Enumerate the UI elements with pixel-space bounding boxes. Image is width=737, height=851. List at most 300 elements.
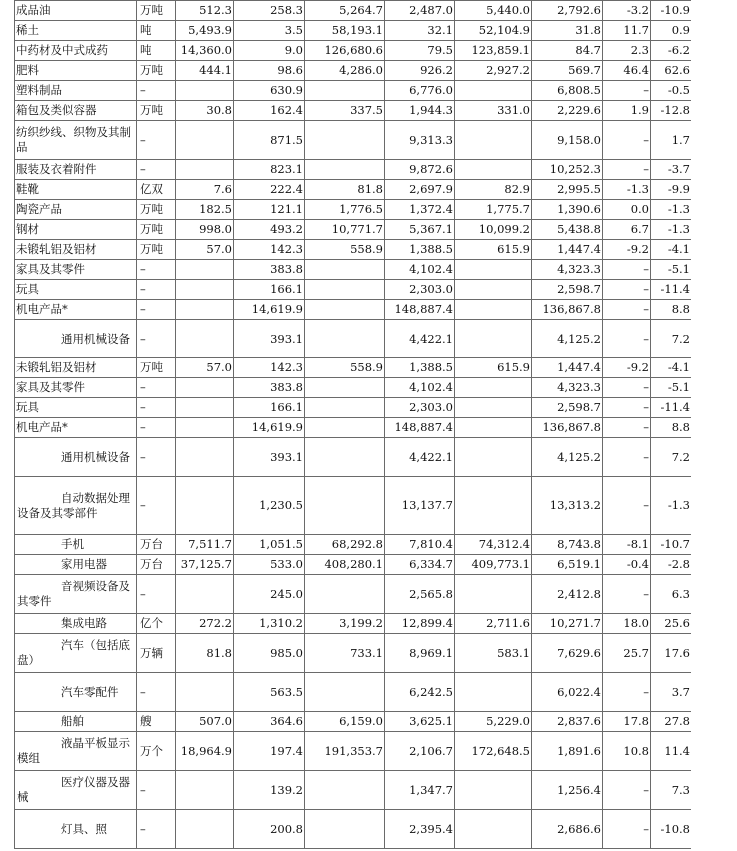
value-cell: 0.9 [651,21,692,41]
value-cell: -0.4 [603,555,651,575]
value-cell: 1,944.3 [385,101,455,121]
value-cell [455,673,532,712]
value-cell: 37,125.7 [176,555,234,575]
value-cell: 82.9 [455,180,532,200]
value-cell: 10,771.7 [305,220,385,240]
value-cell [305,81,385,101]
value-cell: 6,334.7 [385,555,455,575]
value-cell: 331.0 [455,101,532,121]
value-cell: -10.7 [651,535,692,555]
product-name-cell: 中药材及中式成药 [15,41,137,61]
value-cell: 1,051.5 [234,535,305,555]
value-cell: 2,303.0 [385,398,455,418]
unit-cell: – [137,418,176,438]
value-cell: 121.1 [234,200,305,220]
unit-cell: 艘 [137,712,176,732]
value-cell: 3.7 [651,673,692,712]
unit-cell: – [137,673,176,712]
table-row [15,614,692,634]
value-cell [176,300,234,320]
product-name-cell: 汽车零配件 [15,673,137,712]
value-cell: 258.3 [234,1,305,21]
value-cell: 2,697.9 [385,180,455,200]
value-cell: 172,648.5 [455,732,532,771]
value-cell [305,673,385,712]
value-cell: 558.9 [305,240,385,260]
unit-cell: 万吨 [137,240,176,260]
value-cell: 123,859.1 [455,41,532,61]
table-row [15,160,692,180]
value-cell: 583.1 [455,634,532,673]
unit-cell: – [137,121,176,160]
value-cell [176,81,234,101]
value-cell: 1,891.6 [532,732,603,771]
unit-cell: 万台 [137,555,176,575]
unit-cell: 万个 [137,732,176,771]
value-cell [455,477,532,535]
value-cell: 4,422.1 [385,438,455,477]
value-cell: -5.1 [651,378,692,398]
value-cell [176,438,234,477]
value-cell: -4.1 [651,358,692,378]
value-cell [176,810,234,849]
value-cell [305,418,385,438]
value-cell: 2,303.0 [385,280,455,300]
value-cell: 30.8 [176,101,234,121]
value-cell: 507.0 [176,712,234,732]
export-table-top [14,0,691,355]
value-cell: -1.3 [651,220,692,240]
value-cell: 31.8 [532,21,603,41]
value-cell: -1.3 [651,477,692,535]
value-cell: 1,447.4 [532,358,603,378]
unit-cell: 亿双 [137,180,176,200]
value-cell: – [603,477,651,535]
table-panel-top [14,0,691,355]
value-cell: 7.6 [176,180,234,200]
value-cell: 1,347.7 [385,771,455,810]
value-cell [305,438,385,477]
value-cell: 7,629.6 [532,634,603,673]
value-cell: 13,313.2 [532,477,603,535]
value-cell: 148,887.4 [385,300,455,320]
value-cell: 245.0 [234,575,305,614]
unit-cell: 万吨 [137,200,176,220]
value-cell: -0.5 [651,81,692,101]
value-cell: 1,390.6 [532,200,603,220]
value-cell: 139.2 [234,771,305,810]
value-cell: -1.3 [651,200,692,220]
value-cell: 6,242.5 [385,673,455,712]
value-cell: 569.7 [532,61,603,81]
value-cell [305,320,385,356]
value-cell: -8.1 [603,535,651,555]
value-cell: – [603,300,651,320]
table-row [15,41,692,61]
value-cell: 0.0 [603,200,651,220]
product-name-cell: 稀土 [15,21,137,41]
product-name-cell: 纺织纱线、织物及其制品 [15,121,137,160]
value-cell: 9,872.6 [385,160,455,180]
table-row [15,101,692,121]
value-cell [455,398,532,418]
table-row [15,398,692,418]
table-row [15,477,692,535]
product-name-cell: 肥料 [15,61,137,81]
value-cell [305,575,385,614]
value-cell: 985.0 [234,634,305,673]
value-cell: -9.2 [603,240,651,260]
table-row [15,634,692,673]
value-cell: 17.6 [651,634,692,673]
product-name-cell: 鞋靴 [15,180,137,200]
value-cell: 7.2 [651,438,692,477]
value-cell [176,280,234,300]
value-cell [455,771,532,810]
value-cell: – [603,673,651,712]
value-cell: 615.9 [455,358,532,378]
value-cell: 8.8 [651,300,692,320]
table-row [15,575,692,614]
table-row [15,320,692,356]
value-cell: 6,022.4 [532,673,603,712]
value-cell: – [603,398,651,418]
table-row [15,732,692,771]
value-cell: 74,312.4 [455,535,532,555]
value-cell: 871.5 [234,121,305,160]
value-cell [455,378,532,398]
unit-cell: – [137,477,176,535]
value-cell: 32.1 [385,21,455,41]
value-cell: 1.9 [603,101,651,121]
value-cell: -10.8 [651,810,692,849]
value-cell: 6,776.0 [385,81,455,101]
value-cell: 563.5 [234,673,305,712]
value-cell: 6.3 [651,575,692,614]
product-name-cell: 汽车（包括底盘） [15,634,137,673]
value-cell: 6,159.0 [305,712,385,732]
value-cell [305,810,385,849]
value-cell: 5,493.9 [176,21,234,41]
value-cell: 62.6 [651,61,692,81]
value-cell: 3.5 [234,21,305,41]
product-name-cell: 服装及衣着附件 [15,160,137,180]
table-row [15,21,692,41]
value-cell: 10.8 [603,732,651,771]
value-cell: 1,230.5 [234,477,305,535]
value-cell: 733.1 [305,634,385,673]
value-cell: 2,686.6 [532,810,603,849]
value-cell: 166.1 [234,280,305,300]
value-cell: 2,598.7 [532,398,603,418]
value-cell: 5,367.1 [385,220,455,240]
value-cell [455,810,532,849]
product-name-cell: 塑料制品 [15,81,137,101]
product-name-cell: 音视频设备及其零件 [15,575,137,614]
value-cell [305,771,385,810]
value-cell: 512.3 [176,1,234,21]
product-name-cell: 液晶平板显示模组 [15,732,137,771]
value-cell: 630.9 [234,81,305,101]
value-cell: 4,102.4 [385,378,455,398]
value-cell: 383.8 [234,378,305,398]
value-cell [455,575,532,614]
value-cell: 1,776.5 [305,200,385,220]
value-cell: 11.7 [603,21,651,41]
value-cell [176,378,234,398]
value-cell: – [603,121,651,160]
value-cell: 25.7 [603,634,651,673]
value-cell: 2,927.2 [455,61,532,81]
value-cell: 81.8 [305,180,385,200]
value-cell: 3,199.2 [305,614,385,634]
value-cell: -2.8 [651,555,692,575]
product-name-cell: 机电产品* [15,418,137,438]
product-name-cell: 陶瓷产品 [15,200,137,220]
table-row [15,200,692,220]
table-row [15,771,692,810]
value-cell [455,418,532,438]
value-cell: 558.9 [305,358,385,378]
value-cell: 4,422.1 [385,320,455,356]
table-row [15,121,692,160]
unit-cell: 万吨 [137,61,176,81]
value-cell [176,418,234,438]
product-name-cell: 灯具、照 [15,810,137,849]
value-cell: 8,743.8 [532,535,603,555]
value-cell: – [603,771,651,810]
table-row [15,810,692,849]
table-row [15,1,692,21]
value-cell: 383.8 [234,260,305,280]
product-name-cell: 船舶 [15,712,137,732]
table-body-bottom [15,355,692,849]
value-cell: 166.1 [234,398,305,418]
value-cell: 2,598.7 [532,280,603,300]
value-cell: 533.0 [234,555,305,575]
value-cell [176,575,234,614]
product-name-cell: 箱包及类似容器 [15,101,137,121]
product-name-cell: 医疗仪器及器械 [15,771,137,810]
value-cell: 2,792.6 [532,1,603,21]
value-cell: – [603,575,651,614]
product-name-cell: 手机 [15,535,137,555]
unit-cell: – [137,280,176,300]
value-cell: 9.0 [234,41,305,61]
table-row [15,673,692,712]
value-cell: 1.7 [651,121,692,160]
value-cell: 84.7 [532,41,603,61]
value-cell: 98.6 [234,61,305,81]
value-cell: 8,969.1 [385,634,455,673]
value-cell [176,320,234,356]
value-cell: 10,099.2 [455,220,532,240]
product-name-cell: 家用电器 [15,555,137,575]
value-cell [455,438,532,477]
product-name-cell: 集成电路 [15,614,137,634]
value-cell [455,81,532,101]
table-row [15,535,692,555]
value-cell: 27.8 [651,712,692,732]
value-cell: 408,280.1 [305,555,385,575]
value-cell: 17.8 [603,712,651,732]
value-cell: 7,810.4 [385,535,455,555]
export-table-bottom [14,355,691,849]
table-row [15,300,692,320]
value-cell: -6.2 [651,41,692,61]
value-cell [176,121,234,160]
value-cell: 12,899.4 [385,614,455,634]
value-cell [305,280,385,300]
unit-cell: – [137,320,176,356]
unit-cell: 万吨 [137,220,176,240]
value-cell: 2,106.7 [385,732,455,771]
value-cell: 4,102.4 [385,260,455,280]
product-name-cell: 通用机械设备 [15,320,137,356]
unit-cell: – [137,575,176,614]
product-name-cell: 成品油 [15,1,137,21]
value-cell: 2,412.8 [532,575,603,614]
value-cell: 9,158.0 [532,121,603,160]
value-cell: 10,252.3 [532,160,603,180]
table-row [15,555,692,575]
value-cell: 272.2 [176,614,234,634]
product-name-cell: 家具及其零件 [15,378,137,398]
table-row [15,378,692,398]
unit-cell: 吨 [137,41,176,61]
product-name-cell: 家具及其零件 [15,260,137,280]
table-row [15,418,692,438]
value-cell: 444.1 [176,61,234,81]
value-cell [455,280,532,300]
value-cell [455,320,532,356]
value-cell: – [603,438,651,477]
value-cell: 79.5 [385,41,455,61]
unit-cell: – [137,378,176,398]
value-cell [455,121,532,160]
unit-cell: – [137,771,176,810]
value-cell [305,260,385,280]
value-cell [176,398,234,418]
table-body-top [15,1,692,356]
value-cell: 7.3 [651,771,692,810]
value-cell [305,378,385,398]
value-cell: 57.0 [176,358,234,378]
unit-cell: – [137,160,176,180]
table-row [15,358,692,378]
value-cell: 337.5 [305,101,385,121]
value-cell: 197.4 [234,732,305,771]
value-cell: 7,511.7 [176,535,234,555]
value-cell: 18.0 [603,614,651,634]
product-name-cell: 未锻轧铝及铝材 [15,240,137,260]
table-row [15,712,692,732]
value-cell: 615.9 [455,240,532,260]
value-cell [455,160,532,180]
value-cell [176,160,234,180]
value-cell: -5.1 [651,260,692,280]
value-cell: -12.8 [651,101,692,121]
value-cell [305,300,385,320]
value-cell: 4,323.3 [532,378,603,398]
value-cell: 52,104.9 [455,21,532,41]
value-cell: 1,447.4 [532,240,603,260]
value-cell [176,771,234,810]
value-cell: 14,360.0 [176,41,234,61]
value-cell: 126,680.6 [305,41,385,61]
product-name-cell: 通用机械设备 [15,438,137,477]
value-cell: 393.1 [234,320,305,356]
value-cell: 6.7 [603,220,651,240]
value-cell: 142.3 [234,240,305,260]
value-cell [176,673,234,712]
value-cell: 18,964.9 [176,732,234,771]
value-cell: 68,292.8 [305,535,385,555]
value-cell: 493.2 [234,220,305,240]
value-cell: – [603,378,651,398]
unit-cell: 亿个 [137,614,176,634]
table-row [15,61,692,81]
value-cell: 14,619.9 [234,300,305,320]
unit-cell: 万吨 [137,101,176,121]
unit-cell: – [137,81,176,101]
value-cell: -3.2 [603,1,651,21]
table-row [15,280,692,300]
value-cell: 57.0 [176,240,234,260]
table-row [15,81,692,101]
unit-cell: – [137,260,176,280]
table-row [15,220,692,240]
value-cell: 2,395.4 [385,810,455,849]
table-row [15,240,692,260]
table-panel-bottom [14,355,691,851]
value-cell [455,300,532,320]
value-cell: 13,137.7 [385,477,455,535]
product-name-cell: 机电产品* [15,300,137,320]
value-cell: 9,313.3 [385,121,455,160]
value-cell: 823.1 [234,160,305,180]
value-cell: 2.3 [603,41,651,61]
table-row [15,180,692,200]
value-cell: 2,229.6 [532,101,603,121]
value-cell: 3,625.1 [385,712,455,732]
value-cell: 4,125.2 [532,438,603,477]
value-cell: 2,711.6 [455,614,532,634]
value-cell: 1,372.4 [385,200,455,220]
table-row [15,438,692,477]
value-cell: 14,619.9 [234,418,305,438]
value-cell: – [603,160,651,180]
value-cell: -9.9 [651,180,692,200]
value-cell: -4.1 [651,240,692,260]
unit-cell: – [137,810,176,849]
value-cell: 191,353.7 [305,732,385,771]
value-cell: 4,323.3 [532,260,603,280]
value-cell: -3.7 [651,160,692,180]
value-cell: 1,388.5 [385,240,455,260]
value-cell: – [603,320,651,356]
value-cell: -11.4 [651,280,692,300]
value-cell: 148,887.4 [385,418,455,438]
value-cell: 11.4 [651,732,692,771]
unit-cell: 万吨 [137,1,176,21]
unit-cell: – [137,398,176,418]
value-cell: 142.3 [234,358,305,378]
value-cell [176,477,234,535]
value-cell: 6,519.1 [532,555,603,575]
table-row [15,260,692,280]
product-name-cell: 玩具 [15,280,137,300]
